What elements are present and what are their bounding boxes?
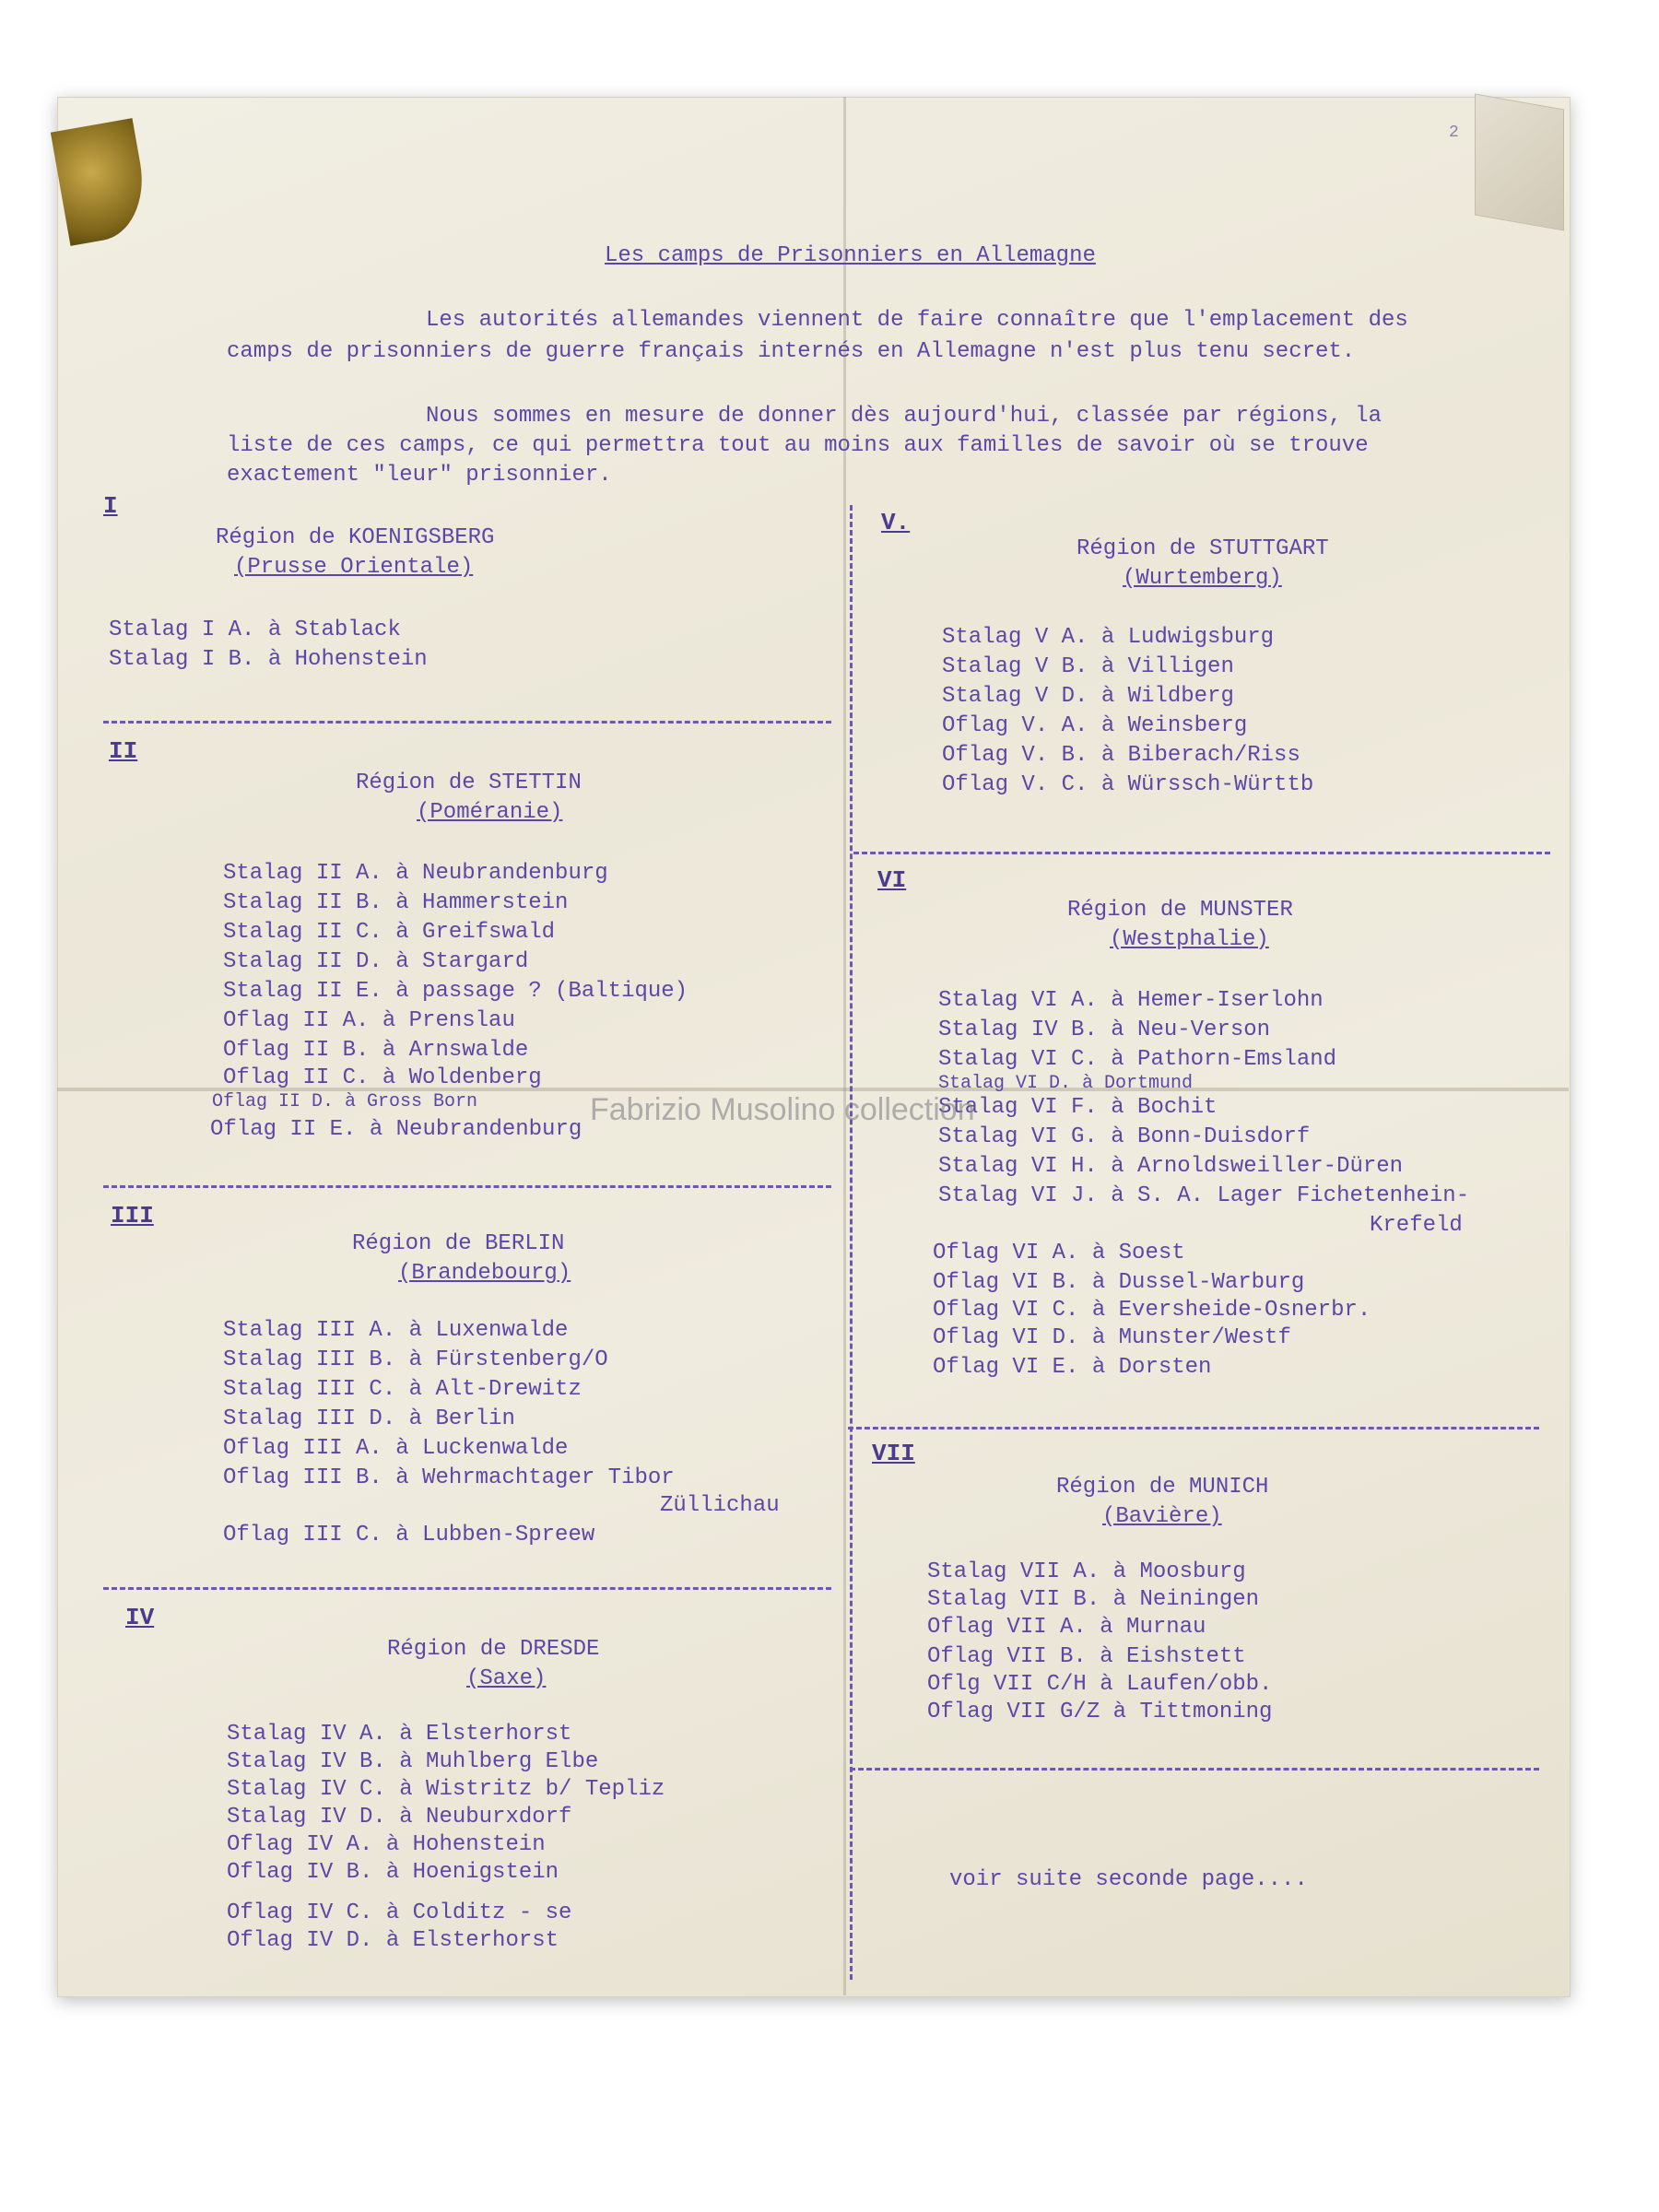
camp-entry: Oflag VII B. à Eishstett [927,1644,1246,1669]
region-numeral: III [111,1202,154,1230]
camp-entry: Oflag VII G/Z à Tittmoning [927,1700,1273,1724]
camp-entry: Oflag VI A. à Soest [933,1241,1185,1265]
camp-entry: Oflag IV C. à Colditz - se [227,1900,572,1925]
camp-entry: Oflag VI D. à Munster/Westf [933,1325,1291,1350]
intro2-line-3: exactement "leur" prisonnier. [227,463,612,488]
camp-entry: Stalag VI D. à Dortmund [938,1073,1194,1094]
camp-entry: Stalag I A. à Stablack [109,618,401,642]
camp-entry: Stalag IV C. à Wistritz b/ Tepliz [227,1777,665,1802]
camp-entry: Oflag V. A. à Weinsberg [942,713,1248,738]
region-sub: (Westphalie) [1110,927,1269,952]
camp-entry: Oflag IV B. à Hoenigstein [227,1860,559,1885]
camp-entry: Stalag VI J. à S. A. Lager Fichetenhein- [938,1183,1470,1208]
region-name: Région de BERLIN [352,1231,565,1256]
camp-entry: Stalag III D. à Berlin [223,1406,515,1431]
intro2-line-2: liste de ces camps, ce qui permettra tout au moins aux familles de savoir où se trouve [227,433,1369,458]
region-name: Région de KOENIGSBERG [216,525,495,550]
camp-entry: Stalag III A. à Luxenwalde [223,1318,569,1343]
camp-entry: Oflag V. B. à Biberach/Riss [942,743,1300,768]
region-name: Région de STETTIN [356,771,582,795]
footer-note: voir suite seconde page.... [949,1867,1308,1892]
camp-entry: Stalag V D. à Wildberg [942,684,1234,709]
camp-entry: Stalag VI H. à Arnoldsweiller-Düren [938,1154,1404,1179]
camp-entry: Stalag IV D. à Neuburxdorf [227,1805,572,1830]
section-divider [103,1587,831,1590]
camp-entry: Oflag II A. à Prenslau [223,1008,515,1033]
camp-entry: Oflag VII A. à Murnau [927,1615,1206,1640]
camp-entry: Oflag II B. à Arnswalde [223,1038,529,1063]
camp-entry: Stalag IV B. à Muhlberg Elbe [227,1749,599,1774]
vertical-fold [843,97,846,1995]
camp-entry: Oflag III B. à Wehrmachtager Tibor [223,1465,675,1490]
region-numeral: VI [877,866,907,894]
region-sub: (Bavière) [1102,1504,1222,1529]
region-numeral: VII [872,1440,915,1467]
section-divider [853,852,1550,854]
region-sub: (Prusse Orientale) [234,555,474,580]
camp-entry: Stalag II B. à Hammerstein [223,890,569,915]
camp-entry: Stalag V B. à Villigen [942,654,1234,679]
camp-entry: Oflag VI C. à Eversheide-Osnerbr. [933,1298,1371,1323]
intro2-line-1: Nous sommes en mesure de donner dès aujourd'hui, classée par régions, la [426,404,1382,429]
camp-entry: Oflag II C. à Woldenberg [223,1065,542,1090]
section-divider [850,1768,1539,1771]
region-name: Région de MUNSTER [1067,898,1293,923]
camp-entry: Stalag IV A. à Elsterhorst [227,1722,572,1747]
camp-entry: Oflag III C. à Lubben-Spreew [223,1523,595,1547]
camp-entry: Stalag IV B. à Neu-Verson [938,1018,1271,1042]
camp-entry: Stalag VI F. à Bochit [938,1095,1218,1120]
camp-entry: Oflag VI B. à Dussel-Warburg [933,1270,1305,1295]
watermark-text: Fabrizio Musolino collection [590,1092,975,1127]
section-divider [103,1185,831,1188]
region-sub: (Wurtemberg) [1123,566,1282,591]
camp-entry: Oflag II D. à Gross Born [212,1091,478,1112]
camp-entry: Stalag II A. à Neubrandenburg [223,861,608,886]
region-name: Région de DRESDE [387,1637,600,1662]
column-separator [850,505,853,1980]
camp-entry: Stalag III B. à Fürstenberg/O [223,1347,608,1372]
region-numeral: I [103,492,118,520]
section-divider [848,1427,1539,1430]
camp-entry: Oflag V. C. à Würssch-Württb [942,772,1314,797]
region-sub: (Poméranie) [417,800,563,825]
region-name: Région de MUNICH [1056,1475,1269,1500]
region-name: Région de STUTTGART [1077,536,1329,561]
intro-line-1: Les autorités allemandes viennent de faire connaître que l'emplacement des [426,308,1408,333]
camp-entry-continued: Züllichau [660,1493,780,1518]
camp-entry: Stalag VI A. à Hemer-Iserlohn [938,988,1324,1013]
camp-entry: Oflg VII C/H à Laufen/obb. [927,1672,1273,1697]
page-title: Les camps de Prisonniers en Allemagne [605,243,1096,268]
section-divider [103,721,831,724]
camp-entry-continued: Krefeld [1370,1213,1463,1238]
camp-entry: Stalag III C. à Alt-Drewitz [223,1377,582,1402]
camp-entry: Oflag IV A. à Hohenstein [227,1832,546,1857]
camp-entry: Stalag VI G. à Bonn-Duisdorf [938,1124,1311,1149]
region-sub: (Brandebourg) [398,1261,571,1286]
camp-entry: Stalag VII A. à Moosburg [927,1559,1246,1584]
region-sub: (Saxe) [466,1666,547,1691]
region-numeral: IV [125,1604,155,1631]
camp-entry: Oflag III A. à Luckenwalde [223,1436,569,1461]
folded-corner [1475,93,1564,230]
camp-entry: Stalag VI C. à Pathorn-Emsland [938,1047,1337,1072]
camp-entry: Stalag VII B. à Neiningen [927,1587,1260,1612]
camp-entry: Stalag II D. à Stargard [223,949,529,974]
camp-entry: Oflag IV D. à Elsterhorst [227,1928,559,1953]
intro-line-2: camps de prisonniers de guerre français internés en Allemagne n'est plus tenu secret. [227,339,1356,364]
region-numeral: V. [881,509,911,536]
camp-entry: Stalag V A. à Ludwigsburg [942,625,1275,650]
camp-entry: Oflag VI E. à Dorsten [933,1355,1212,1380]
camp-entry: Stalag I B. à Hohenstein [109,647,428,672]
camp-entry: Oflag II E. à Neubrandenburg [210,1117,582,1142]
camp-entry: Stalag II C. à Greifswald [223,920,556,945]
camp-entry: Stalag II E. à passage ? (Baltique) [223,979,688,1004]
region-numeral: II [109,737,138,765]
page-number: 2 [1449,124,1459,142]
